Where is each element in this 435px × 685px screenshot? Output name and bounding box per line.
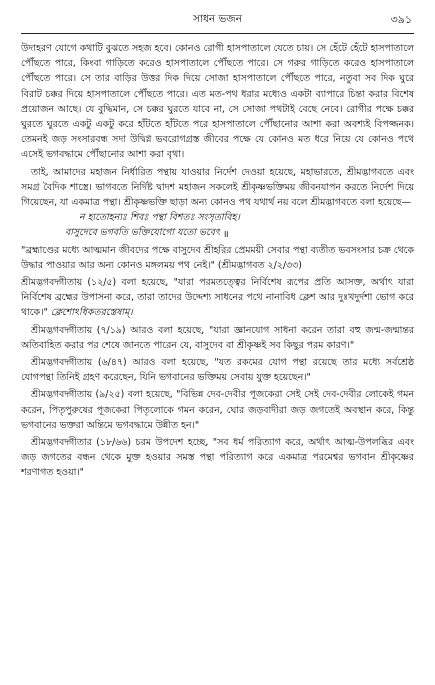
- body-text: [21, 41, 414, 481]
- paragraph-gita-7-19: [21, 323, 414, 353]
- text-segment: শ্রীমদ্ভগবদ্গীতার (১৮/৬৬) চরম উপদেশ হচ্ছে, "সব ধর্ম পরিত্যাগ করে, অর্থাৎ আত্ম-উপলব্ধির এবং জড় জগতের বন্ধন থেকে মুক্ত হওয়ার সমস্ত পন্থা পরিত্যাগ করে একমাত্র পরমেশ্বর ভগবান শ্রীকৃষ্ণের শরণাগত হওয়া।": [21, 437, 414, 479]
- text-segment: ॥: [219, 229, 229, 241]
- text-segment: বাসুদেবে ভগবতি ভক্তিযোগো যতো ভবেৎ: [65, 227, 220, 239]
- header-rule: [21, 33, 414, 34]
- text-segment: ক্লেশোঽধিকতরস্তেষাম্।: [50, 307, 133, 319]
- text-segment: শ্রীমদ্ভগবদ্গীতায় (৭/১৯) আরও বলা হয়েছে, "যারা জ্ঞানযোগ সাধনা করেন তারা বহু জন্ম-জন্মান্তর অতিবাহিত করার পর শেষে জানতে পারেন যে, বাসুদেব বা শ্রীকৃষ্ণই সব কিছুর পরম কারণ।": [21, 324, 414, 351]
- paragraph-gita-9-25: [21, 387, 414, 433]
- text-segment: তাই, আমাদের মহাজন নির্ধারিত পন্থায় যাওয়ার নির্দেশ দেওয়া হয়েছে, মহাভারতে, শ্রীমদ্ভাগবতে এবং সমগ্র বৈদিক শাস্ত্রে। ভাগবতে নির্দিষ্ট দ্বাদশ মহাজন সকলেই শ্রীকৃষ্ণভক্তিময় জীবনযাপন করতে নির্দেশ দিয়ে গিয়েছেন, যা একমাত্র পন্থা। শ্রীকৃষ্ণভক্তি ছাড়া অন্য কোনও পথ যথার্থ নয় বলে শ্রীমদ্ভাগবতে বলা হয়েছে—: [21, 166, 414, 209]
- page-header: [21, 10, 414, 30]
- text-segment: শ্রীমদ্ভগবদ্গীতায় (৯/২৫) বলা হয়েছে, "বিভিন্ন দেব-দেবীর পূজকেরা সেই সেই দেব-দেবীর লোকেই গমন করেন, পিতৃপুরুষের পূজকেরা পিতৃলোকে গমন করেন, ঘোর জড়বাদীরা জড় জগতেই অবস্থান করে, কিন্তু ভগবানের ভক্তরা অন্তিমে ভগবদ্ধামে উন্নীত হন।": [21, 389, 414, 431]
- paragraph-verse2: [21, 225, 414, 240]
- text-segment: উদাহরণ যোগে কথাটি বুঝতে সহজ হবে। কোনও রোগী হাসপাতালে যেতে চায়। সে হেঁটে হেঁটে হাসপাতালে পৌঁছতে পারে, কিংবা গাড়িতে করেও হাসপাতালে পৌঁছতে পারে। সে গরুর গাড়িতে করেও হাসপাতালে পৌঁছতে পারে। সে তার বাড়ির উত্তর দিক দিয়ে সোজা হাসপাতালে পৌঁছতে পারে, নতুবা সব দিক ঘুরে বিরাট চক্কর দিয়ে হাসপাতালে পৌঁছতে পারে। এত মত-পথ ধরার মধ্যেও একটা ব্যাপারে চিন্তা করার বিশেষ প্রয়োজন আছে। যে বুদ্ধিমান, সে চক্কর ঘুরতে যাবে না, সে সোজা পথটাই বেছে নেবে। রোগীর পক্ষে চক্কর ঘুরতে ঘুরতে একটু একটু করে হাঁটতে হাঁটতে পরে হাসপাতালে পৌঁছানোর আশা করা অবশ্যই বিপজ্জনক। তেমনই জড় সংসারবন্ধ সদা উদ্বিগ্ন ভবরোগগ্রস্ত জীবের পক্ষে যে কোনও মত ধরে নিয়ে যে কোনও পথে এসেই ভগবদ্ধামে পৌঁছানোর আশা করা বৃথা।: [21, 43, 414, 161]
- paragraph-translation: [21, 243, 414, 273]
- text-segment: শ্রীমদ্ভগবদ্গীতায় (১২/৫) বলা হয়েছে, "যারা পরমতত্ত্বের নির্বিশেষ রূপের প্রতি আসক্ত, অর্থাৎ যারা নির্বিশেষ ব্রহ্মের উপাসনা করে, তারা তাদের উদ্দেশ্য সাধনের পথে নানাবিধ ক্লেশ আর দুঃখদুর্দশা ভোগ করে থাকে।": [21, 277, 414, 319]
- paragraph-gita-6-47: [21, 355, 414, 385]
- text-segment: শ্রীমদ্ভগবদ্গীতায় (৬/৪৭) আরও বলা হয়েছে, "যত রকমের যোগ পন্থা রয়েছে তার মধ্যে সর্বশ্রেষ্ঠ যোগপন্থা তিনিই গ্রহণ করেছেন, যিনি ভগবানের ভক্তিময় সেবায় যুক্ত হয়েছেন।": [21, 357, 414, 384]
- paragraph-intro: [21, 41, 414, 163]
- text-segment: "ব্রহ্মাণ্ডের মধ্যে আত্মমান জীবদের পক্ষে বাসুদেব শ্রীহরির প্রেমময়ী সেবার পন্থা ব্যতীত ভবসংসার চক্র থেকে উদ্ধার পাওয়ার আর অন্য কোনও মঙ্গলময় পথ নেই।" (শ্রীমদ্ভাগবত ২/২/৩৩): [21, 244, 414, 271]
- paragraph-mahajan: [21, 165, 414, 211]
- page-number: ৩৯১: [390, 13, 412, 26]
- paragraph-gita-18-66: [21, 435, 414, 481]
- running-title: সাধন ভজন: [193, 13, 242, 25]
- text-segment: ন হ্যতোহন্যঃ শিবঃ পন্থা বিশতঃ সংসৃতাবিহ।: [79, 212, 240, 224]
- paragraph-gita-12-5: [21, 275, 414, 321]
- paragraph-verse1: [21, 210, 414, 225]
